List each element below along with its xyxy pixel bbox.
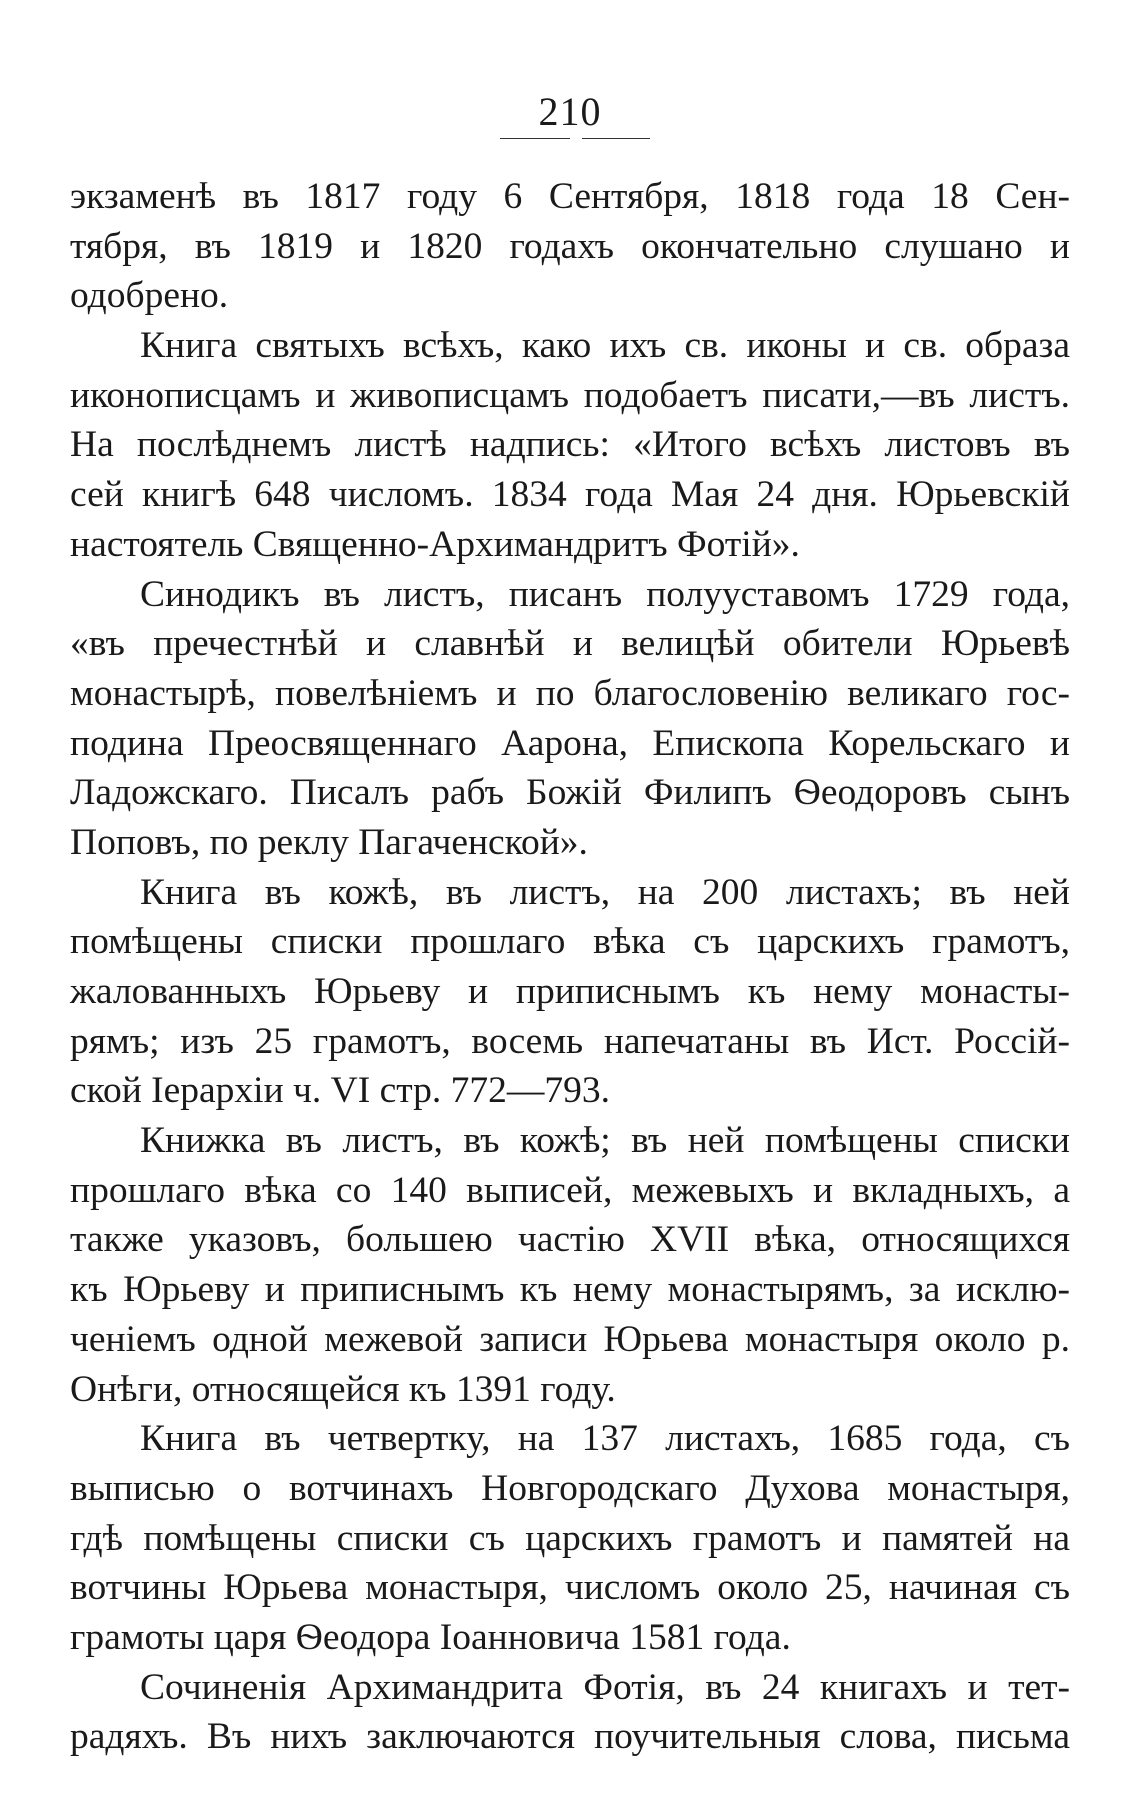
text-line: прошлаго вѣка со 140 выписей, межевыхъ и вкладныхъ, а xyxy=(70,1169,1070,1211)
text-line: Синодикъ въ листъ, писанъ полууставомъ 1729 года, xyxy=(140,573,1070,615)
text-line: Ладожскаго. Писалъ рабъ Божій Филипъ Ѳеодоровъ сынъ xyxy=(70,772,1070,814)
header-rule xyxy=(500,138,650,139)
text-line: Сочиненія Архимандрита Фотія, въ 24 книгахъ и тет- xyxy=(140,1666,1070,1708)
text-line: одобрено. xyxy=(70,275,229,317)
text-line: Книга святыхъ всѣхъ, како ихъ св. иконы и св. образа xyxy=(140,325,1070,367)
text-line: Книжка въ листъ, въ кожѣ; въ ней помѣщены списки xyxy=(140,1120,1070,1162)
text-line: грамоты царя Ѳеодора Іоанновича 1581 года. xyxy=(70,1616,791,1658)
text-line: жалованныхъ Юрьеву и приписнымъ къ нему монасты- xyxy=(70,971,1070,1012)
text-line: монастырѣ, повелѣніемъ и по благословенію великаго гос- xyxy=(70,672,1070,714)
text-line: Онѣги, относящейся къ 1391 году. xyxy=(70,1368,616,1410)
text-line: «въ пречестнѣй и славнѣй и велицѣй обители Юрьевѣ xyxy=(70,623,1070,665)
text-line: настоятель Священно-Архимандритъ Фотій». xyxy=(70,523,800,565)
text-line: Поповъ, по реклу Пагаченской». xyxy=(70,821,588,863)
text-line: иконописцамъ и живописцамъ подобаетъ писати,—въ листъ. xyxy=(70,374,1070,416)
text-line: экзаменѣ въ 1817 году 6 Сентября, 1818 года 18 Сен- xyxy=(70,176,1070,217)
text-line: тября, въ 1819 и 1820 годахъ окончательно слушано и xyxy=(70,225,1070,267)
text-line: также указовъ, большею частію XVII вѣка, относящихся xyxy=(70,1219,1070,1261)
text-line: помѣщены списки прошлаго вѣка съ царскихъ грамотъ, xyxy=(70,921,1070,963)
text-line: гдѣ помѣщены списки съ царскихъ грамотъ и памятей на xyxy=(70,1517,1070,1559)
text-line: ской Іерархіи ч. VI стр. 772—793. xyxy=(70,1070,610,1112)
text-line: Книга въ кожѣ, въ листъ, на 200 листахъ; въ ней xyxy=(140,871,1070,913)
text-line: Книга въ четвертку, на 137 листахъ, 1685 года, съ xyxy=(140,1418,1070,1460)
text-line: рямъ; изъ 25 грамотъ, восемь напечатаны въ Ист. Россій- xyxy=(70,1020,1070,1062)
text-line: сей книгѣ 648 числомъ. 1834 года Мая 24 дня. Юрьевскій xyxy=(70,474,1070,516)
page-number: 210 xyxy=(538,89,602,134)
body-text xyxy=(70,172,1070,1762)
text-line: выписью о вотчинахъ Новгородскаго Духова монастыря, xyxy=(70,1467,1070,1509)
text-line: ченіемъ одной межевой записи Юрьева монастыря около р. xyxy=(70,1318,1070,1360)
text-line: радяхъ. Въ нихъ заключаются поучительныя слова, письма xyxy=(70,1716,1070,1758)
text-line: подина Преосвященнаго Аарона, Епископа Корельскаго и xyxy=(70,722,1070,764)
text-line: На послѣднемъ листѣ надпись: «Итого всѣхъ листовъ въ xyxy=(70,424,1070,466)
text-line: къ Юрьеву и приписнымъ къ нему монастырямъ, за исклю- xyxy=(70,1269,1070,1311)
text-line: вотчины Юрьева монастыря, числомъ около 25, начиная съ xyxy=(70,1567,1070,1609)
